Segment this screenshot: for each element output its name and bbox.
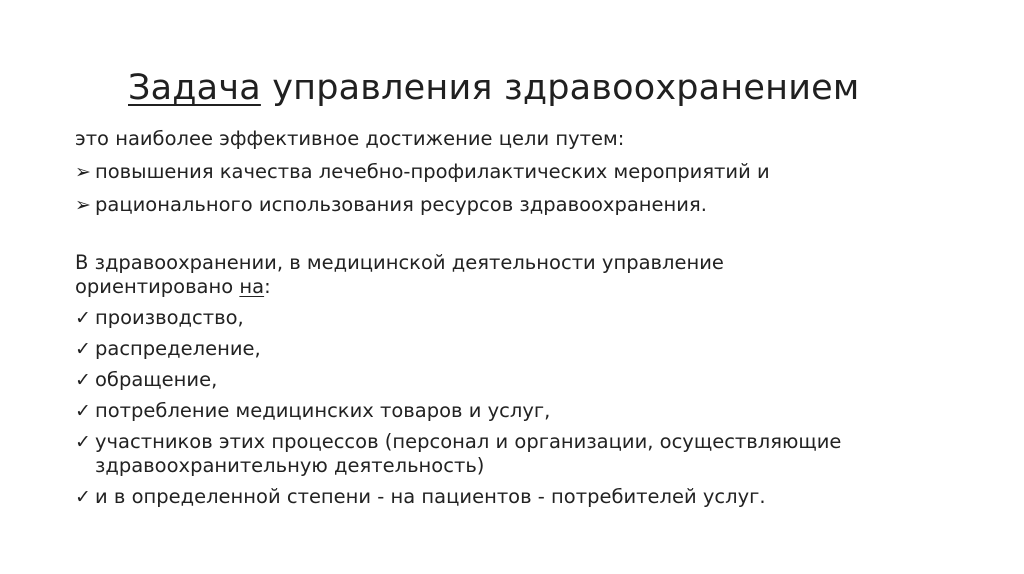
title-underlined-word: Задача bbox=[128, 68, 261, 108]
checkmark-icon: ✓ bbox=[75, 486, 91, 508]
check-item-text bbox=[95, 337, 261, 361]
checkmark-icon: ✓ bbox=[75, 431, 91, 453]
check-item-text bbox=[95, 368, 217, 392]
intro-text: это наиболее эффективное достижение цели путем: bbox=[75, 127, 625, 150]
check-item-line: потребление медицинских товаров и услуг, bbox=[95, 399, 551, 422]
checkmark-icon: ✓ bbox=[75, 400, 91, 422]
check-list-item bbox=[75, 337, 975, 361]
check-list-item bbox=[75, 430, 975, 478]
paragraph-underlined-word: на bbox=[239, 275, 265, 298]
paragraph-line-2-suffix: : bbox=[264, 275, 271, 298]
check-item-text bbox=[95, 306, 244, 330]
check-item-line: производство, bbox=[95, 306, 244, 329]
check-item-text bbox=[95, 485, 766, 509]
arrow-list-item bbox=[75, 193, 975, 217]
slide-title bbox=[128, 66, 860, 110]
check-item-text bbox=[95, 430, 841, 478]
check-item-line: распределение, bbox=[95, 337, 261, 360]
paragraph-line-2-prefix: ориентировано bbox=[75, 275, 240, 298]
check-item-line: здравоохранительную деятельность) bbox=[95, 454, 485, 477]
check-list bbox=[75, 306, 975, 509]
check-list-item bbox=[75, 368, 975, 392]
check-item-text bbox=[95, 399, 550, 423]
slide-body bbox=[75, 127, 975, 509]
check-list-item bbox=[75, 306, 975, 330]
check-item-line: участников этих процессов (персонал и организации, осуществляющие bbox=[95, 430, 842, 453]
paragraph-line-1: В здравоохранении, в медицинской деятельности управление bbox=[75, 251, 724, 274]
checkmark-icon: ✓ bbox=[75, 307, 91, 329]
arrow-bullet-icon: ➢ bbox=[75, 194, 91, 216]
title-rest: управления здравоохранением bbox=[272, 68, 860, 108]
arrow-item-text: повышения качества лечебно-профилактических мероприятий и bbox=[95, 160, 770, 183]
arrow-list-item bbox=[75, 160, 975, 184]
checkmark-icon: ✓ bbox=[75, 369, 91, 391]
check-list-item bbox=[75, 399, 975, 423]
check-list-item bbox=[75, 485, 975, 509]
arrow-item-text: рационального использования ресурсов здравоохранения. bbox=[95, 193, 707, 216]
check-item-line: и в определенной степени - на пациентов - потребителей услуг. bbox=[95, 485, 766, 508]
paragraph-line-2 bbox=[75, 275, 975, 299]
checkmark-icon: ✓ bbox=[75, 338, 91, 360]
arrow-bullet-icon: ➢ bbox=[75, 161, 91, 183]
check-item-line: обращение, bbox=[95, 368, 218, 391]
